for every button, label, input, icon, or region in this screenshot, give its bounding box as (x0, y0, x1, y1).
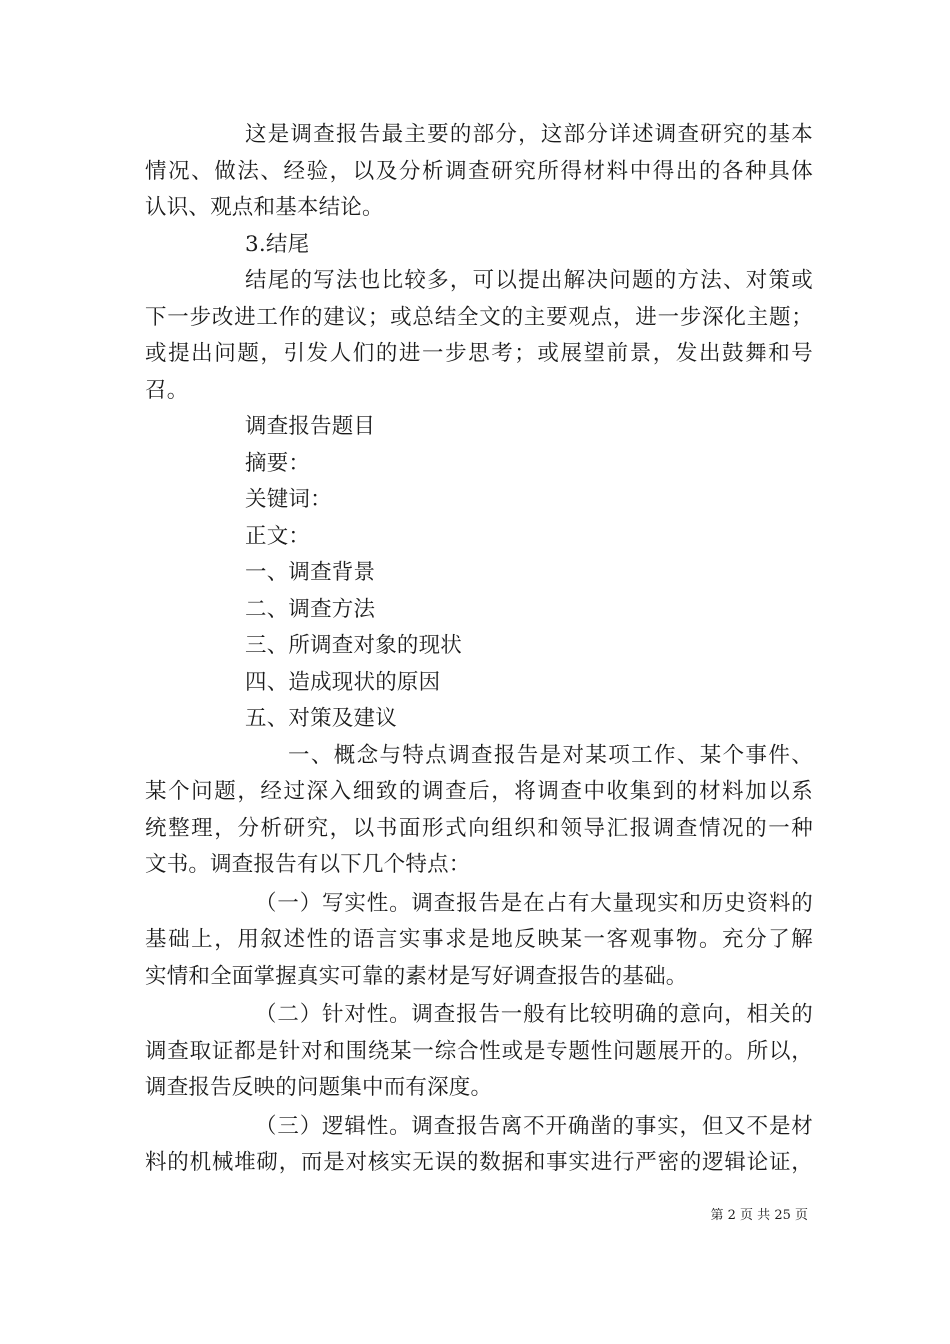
paragraph-line: （一）写实性。调查报告是在占有大量现实和历史资料的 (255, 890, 813, 916)
outline-item: 二、调查方法 (245, 596, 376, 622)
paragraph-line: 料的机械堆砌，而是对核实无误的数据和事实进行严密的逻辑论证， (145, 1150, 813, 1175)
paragraph-line: 结尾的写法也比较多，可以提出解决问题的方法、对策或 (245, 268, 813, 293)
paragraph-line: 实情和全面掌握真实可靠的素材是写好调查报告的基础。 (145, 963, 688, 989)
outline-item: 一、调查背景 (245, 560, 376, 585)
paragraph-line: 情况、做法、经验，以及分析调查研究所得材料中得出的各种具体 (145, 158, 813, 184)
paragraph-line: （三）逻辑性。调查报告离不开确凿的事实，但又不是材 (255, 1113, 813, 1139)
paragraph-line: 认识、观点和基本结论。 (145, 195, 384, 220)
page-footer: 第 2 页 共 25 页 (710, 1208, 808, 1223)
paragraph-line: 某个问题，经过深入细致的调查后，将调查中收集到的材料加以系 (145, 779, 813, 804)
paragraph-line: 调查取证都是针对和围绕某一综合性或是专题性问题展开的。所以， (145, 1038, 813, 1064)
paragraph-line: 基础上，用叙述性的语言实事求是地反映某一客观事物。充分了解 (145, 927, 813, 952)
section-heading: 3.结尾 (245, 231, 310, 257)
paragraph-line: 召。 (145, 377, 189, 403)
paragraph-line: （二）针对性。调查报告一般有比较明确的意向，相关的 (255, 1002, 813, 1027)
outline-item: 四、造成现状的原因 (245, 669, 441, 695)
paragraph-line: 调查报告反映的问题集中而有深度。 (145, 1075, 493, 1100)
paragraph-line: 文书。调查报告有以下几个特点： (145, 852, 471, 877)
outline-item: 调查报告题目 (245, 414, 376, 439)
outline-item: 关键词： (245, 487, 332, 512)
outline-item: 正文： (245, 523, 311, 549)
paragraph-line: 这是调查报告最主要的部分，这部分详述调查研究的基本 (245, 122, 813, 147)
outline-item: 五、对策及建议 (245, 706, 397, 731)
paragraph-line: 统整理，分析研究，以书面形式向组织和领导汇报调查情况的一种 (145, 815, 813, 841)
paragraph-line: 或提出问题，引发人们的进一步思考；或展望前景，发出鼓舞和号 (145, 341, 813, 366)
outline-item: 摘要： (245, 450, 311, 476)
document-body (145, 117, 813, 1182)
paragraph-line: 一、概念与特点调查报告是对某项工作、某个事件、 (288, 742, 813, 768)
paragraph-line: 下一步改进工作的建议；或总结全文的主要观点，进一步深化主题； (145, 304, 813, 330)
outline-item: 三、所调查对象的现状 (245, 633, 463, 658)
